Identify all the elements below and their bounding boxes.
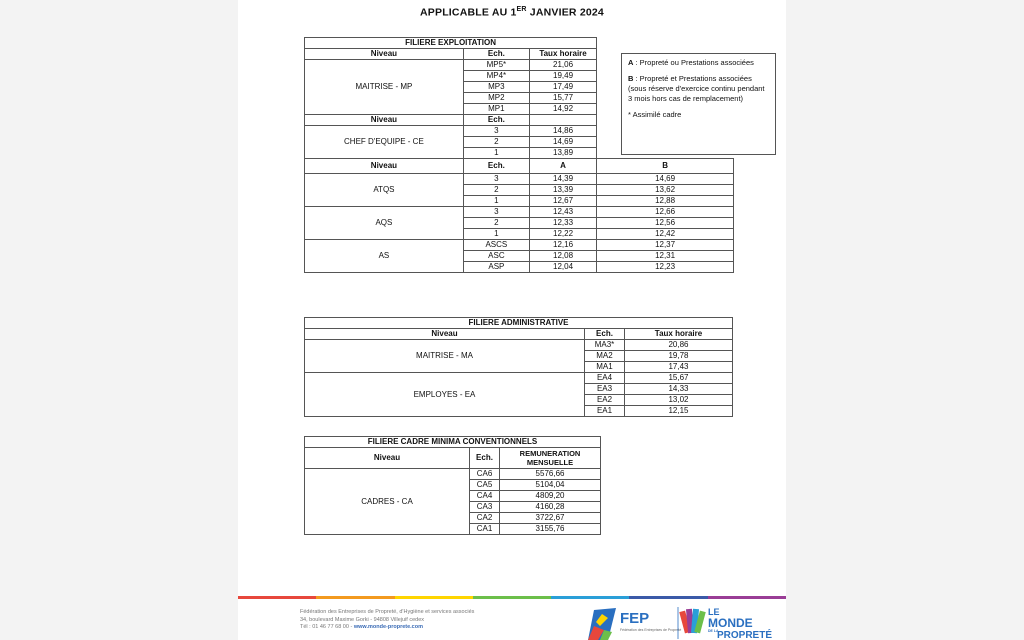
column-header: Ech. <box>463 159 529 174</box>
fep-logo-subtext: Fédération des Entreprises de Propreté <box>620 628 682 632</box>
column-header: REMUNERATION MENSUELLE <box>500 448 601 469</box>
table-row: 1 12,67 12,88 <box>305 196 734 207</box>
table-row: CA4 4809,20 <box>305 491 601 502</box>
table-cadre <box>304 436 601 535</box>
le-monde-proprete-logo <box>676 603 776 640</box>
column-header: Ech. <box>470 448 500 469</box>
logo-text-monde: MONDE <box>708 616 753 630</box>
level-label: AS <box>305 240 464 273</box>
table-row: AS ASCS 12,16 12,37 <box>305 240 734 251</box>
level-label: EMPLOYES - EA <box>305 373 585 417</box>
color-segment <box>316 596 394 599</box>
column-header: Taux horaire <box>625 329 733 340</box>
table-row <box>305 318 733 329</box>
color-segment <box>238 596 316 599</box>
footer-address: Fédération des Entreprises de Propreté, d'Hygiène et services associés 34, boulevard Maxime Gorki - 94808 Villejuif cedex Tél : 01 46 77 68 00 - www.monde-proprete.com <box>300 609 475 630</box>
page-title: APPLICABLE AU 1ER JANVIER 2024 <box>420 6 604 19</box>
table-administrative <box>304 317 733 417</box>
table-row: EA3 14,33 <box>305 384 733 395</box>
table-row: 1 13,89 <box>305 148 734 159</box>
table-row: CA5 5104,04 <box>305 480 601 491</box>
column-header: Niveau <box>305 448 470 469</box>
column-header: Niveau <box>305 159 464 174</box>
fep-logo-text: FEP <box>620 610 650 627</box>
table-row: AQS 3 12,43 12,66 <box>305 207 734 218</box>
table-row: CHEF D'EQUIPE - CE 3 14,86 <box>305 126 734 137</box>
table-row: 2 13,39 13,62 <box>305 185 734 196</box>
color-segment <box>395 596 473 599</box>
table-row: CA1 3155,76 <box>305 524 601 535</box>
table-row: ASP 12,04 12,23 <box>305 262 734 273</box>
table-row: EMPLOYES - EA EA4 15,67 <box>305 373 733 384</box>
table-row: 2 12,33 12,56 <box>305 218 734 229</box>
column-header: B <box>597 159 734 174</box>
table-row <box>305 38 734 49</box>
logo-text-proprete: PROPRETÉ <box>717 630 773 640</box>
column-header: Niveau <box>305 49 464 60</box>
logo-text-le: LE <box>708 607 720 617</box>
fep-logo <box>586 604 682 640</box>
table-row: MAITRISE - MA MA3* 20,86 <box>305 340 733 351</box>
column-header: Ech. <box>463 49 529 60</box>
table-row: MP3 17,49 <box>305 82 734 93</box>
table-row: MP4* 19,49 <box>305 71 734 82</box>
column-header: Ech. <box>463 115 529 126</box>
table-row: MA2 19,78 <box>305 351 733 362</box>
table-row: CADRES - CA CA6 5576,66 <box>305 469 601 480</box>
level-label: CADRES - CA <box>305 469 470 535</box>
table-row: MAITRISE - MP MP5* 21,06 <box>305 60 734 71</box>
table-row: ATQS 3 14,39 14,69 <box>305 174 734 185</box>
table-heading: FILIERE CADRE MINIMA CONVENTIONNELS <box>305 437 601 448</box>
table-row: EA2 13,02 <box>305 395 733 406</box>
column-header: Niveau <box>305 329 585 340</box>
table-heading: FILIERE EXPLOITATION <box>305 38 597 49</box>
table-heading: FILIERE ADMINISTRATIVE <box>305 318 733 329</box>
column-header: Ech. <box>585 329 625 340</box>
table-row <box>305 448 601 469</box>
table-row: 2 14,69 <box>305 137 734 148</box>
level-label: MAITRISE - MP <box>305 60 464 115</box>
color-segment <box>629 596 707 599</box>
table-row: ASC 12,08 12,31 <box>305 251 734 262</box>
level-label: MAITRISE - MA <box>305 340 585 373</box>
table-row: 1 12,22 12,42 <box>305 229 734 240</box>
column-header: Taux horaire <box>529 49 596 60</box>
logo-text-de-la: DE LA <box>708 629 719 633</box>
table-row: MP1 14,92 <box>305 104 734 115</box>
column-header: Niveau <box>305 115 464 126</box>
color-segment <box>473 596 551 599</box>
document-page <box>238 0 786 640</box>
footer-color-bar <box>238 596 786 599</box>
color-segment <box>708 596 786 599</box>
table-row <box>305 329 733 340</box>
table-row: CA2 3722,67 <box>305 513 601 524</box>
level-label: CHEF D'EQUIPE - CE <box>305 126 464 159</box>
color-segment <box>551 596 629 599</box>
table-row: MP2 15,77 <box>305 93 734 104</box>
column-header: A <box>529 159 596 174</box>
table-row: EA1 12,15 <box>305 406 733 417</box>
level-label: ATQS <box>305 174 464 207</box>
table-row: CA3 4160,28 <box>305 502 601 513</box>
table-row: MA1 17,43 <box>305 362 733 373</box>
table-row <box>305 437 601 448</box>
table-row <box>305 159 734 174</box>
website-link[interactable]: www.monde-proprete.com <box>353 624 423 630</box>
legend-box: A : Propreté ou Prestations associées B : Propreté et Prestations associées (sous réserve d'exercice continu pendant 3 mois hors cas de remplacement) * Assimilé cadre <box>621 53 776 155</box>
level-label: AQS <box>305 207 464 240</box>
